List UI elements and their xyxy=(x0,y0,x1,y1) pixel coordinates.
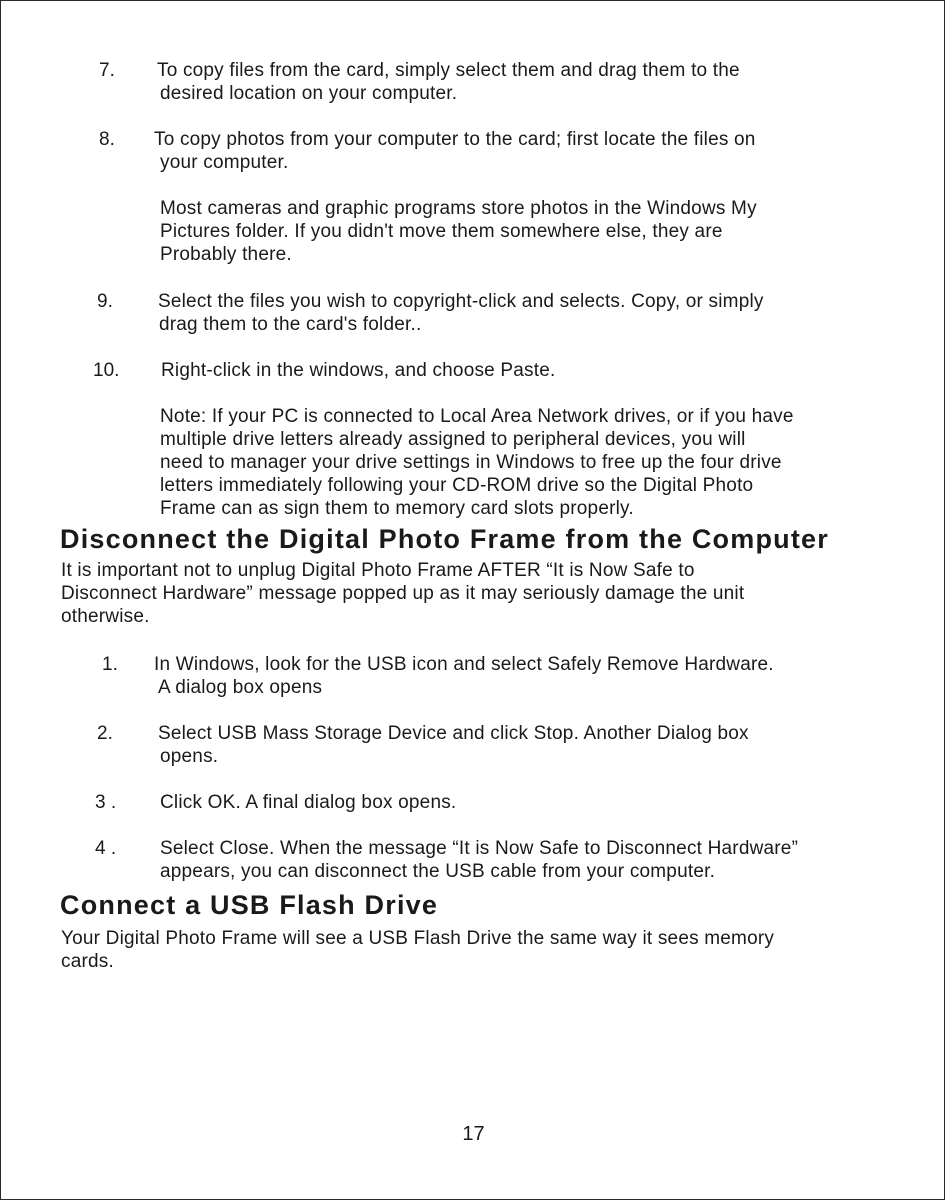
note-text: Frame can as sign them to memory card slots properly. xyxy=(160,498,634,519)
step-text: appears, you can disconnect the USB cable from your computer. xyxy=(160,861,716,882)
note-text: multiple drive letters already assigned to peripheral devices, you will xyxy=(160,429,746,450)
step-text: desired location on your computer. xyxy=(160,83,458,104)
note-text: letters immediately following your CD-ROM drive so the Digital Photo xyxy=(160,475,754,496)
step-text: A dialog box opens xyxy=(158,677,323,698)
step-number: 8. xyxy=(99,129,115,150)
step-number: 9. xyxy=(97,291,113,312)
step-number: 4 . xyxy=(95,838,117,859)
note-text: Most cameras and graphic programs store photos in the Windows My xyxy=(160,198,757,219)
step-number: 3 . xyxy=(95,792,117,813)
step-number: 10. xyxy=(93,360,120,381)
step-text: Select the files you wish to copyright-click and selects. Copy, or simply xyxy=(158,291,764,312)
paragraph-text: cards. xyxy=(61,951,114,972)
step-number: 1. xyxy=(102,654,118,675)
step-text: Select Close. When the message “It is Now Safe to Disconnect Hardware” xyxy=(160,838,799,859)
note-text: Probably there. xyxy=(160,244,292,265)
step-text: Click OK. A final dialog box opens. xyxy=(160,792,457,813)
step-number: 7. xyxy=(99,60,115,81)
section-heading: Disconnect the Digital Photo Frame from the Computer xyxy=(60,524,829,554)
step-text: Right-click in the windows, and choose Paste. xyxy=(161,360,556,381)
paragraph-text: It is important not to unplug Digital Photo Frame AFTER “It is Now Safe to xyxy=(61,560,695,581)
step-text: your computer. xyxy=(160,152,289,173)
paragraph-text: Disconnect Hardware” message popped up as it may seriously damage the unit xyxy=(61,583,745,604)
step-text: opens. xyxy=(160,746,219,767)
note-text: Note: If your PC is connected to Local Area Network drives, or if you have xyxy=(160,406,794,427)
step-text: drag them to the card's folder.. xyxy=(159,314,422,335)
page-number: 17 xyxy=(462,1123,485,1145)
note-text: Pictures folder. If you didn't move them somewhere else, they are xyxy=(160,221,723,242)
paragraph-text: otherwise. xyxy=(61,606,150,627)
step-text: To copy files from the card, simply select them and drag them to the xyxy=(157,60,740,81)
paragraph-text: Your Digital Photo Frame will see a USB Flash Drive the same way it sees memory xyxy=(61,928,775,949)
note-text: need to manager your drive settings in Windows to free up the four drive xyxy=(160,452,782,473)
step-text: Select USB Mass Storage Device and click Stop. Another Dialog box xyxy=(158,723,749,744)
step-number: 2. xyxy=(97,723,113,744)
section-heading: Connect a USB Flash Drive xyxy=(60,890,439,920)
step-text: To copy photos from your computer to the card; first locate the files on xyxy=(154,129,756,150)
step-text: In Windows, look for the USB icon and select Safely Remove Hardware. xyxy=(154,654,774,675)
